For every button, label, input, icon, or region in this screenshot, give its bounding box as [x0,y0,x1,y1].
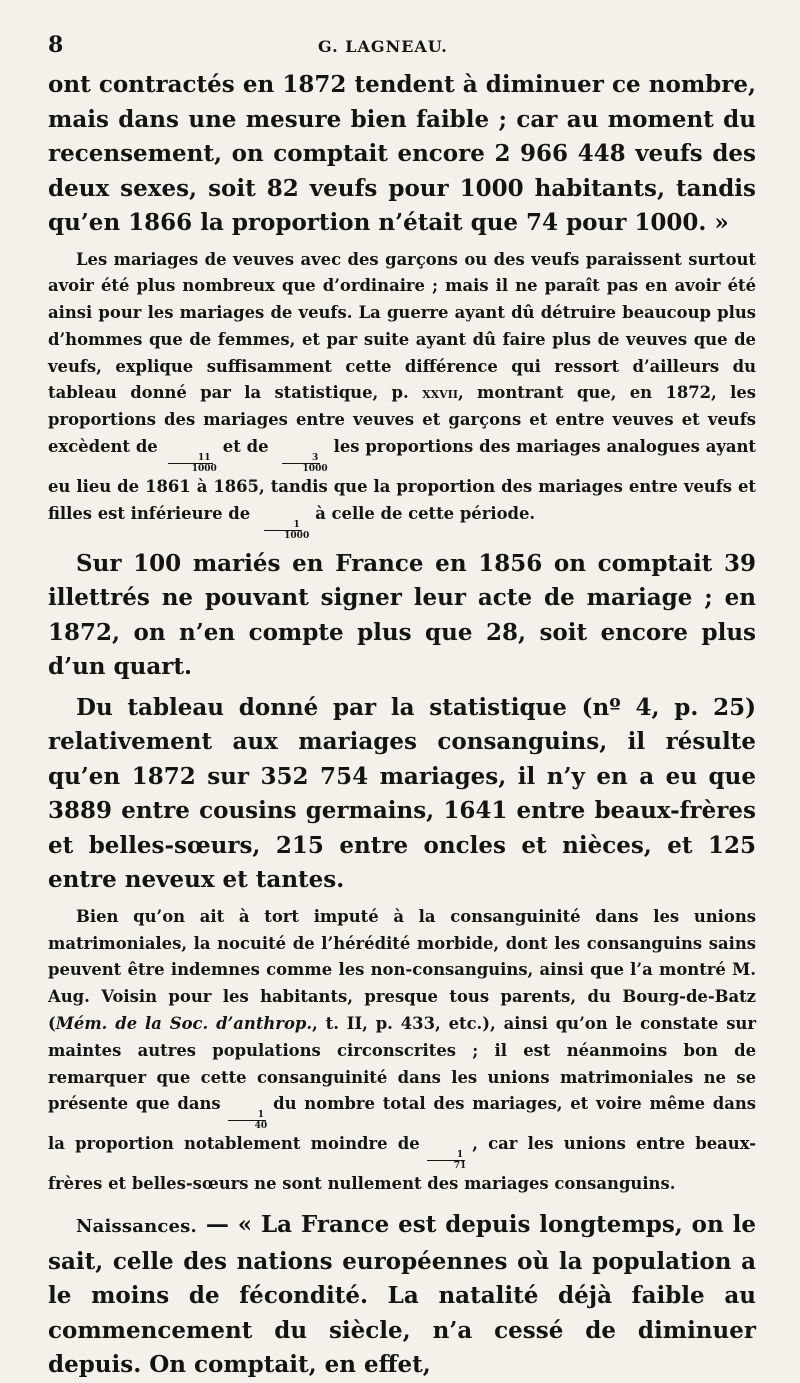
fraction-1-40: $\frac{1}{40}$ [226,1111,269,1131]
running-header [48,32,756,68]
paragraph-widowers: ont contractés en 1872 tendent à diminuer ce nombre, mais dans une mesure bien faible ; car au moment du recensement, on comptait encore 2 966 448 veufs des deux sexes, soit 82 veufs pour 1000 habitants, tandis qu’en 1866 la proportion n’était que 74 pour 1000. » [48,71,756,236]
paragraph-consanguinity-note: Bien qu’on ait à tort imputé à la consanguinité dans les unions matrimoniales, la nocuité de l’hérédité morbide, dont les consanguins sains peuvent être indemnes comme les non-consanguins, ainsi que l’a montré M. Aug. Voisin pour les habitants, presque tous parents, du Bourg-de-Batz (Mém. de la Soc. d’anthrop., t. II, p. 433, etc.), ainsi qu’on le constate sur maintes autres populations circonscrites ; il est néanmoins bon de remarquer que cette consanguinité dans les unions matrimoniales ne se présente que dans $\frac{1}{40}$ du nombre total des mariages, et voire même dans la proportion notablement moindre de $\frac{1}{71}$ , car les unions entre beaux-frères et belles-sœurs ne sont nullement des mariages consanguins. [48,906,757,1194]
paragraph-illiteracy: Sur 100 mariés en France en 1856 on comptait 39 illettrés ne pouvant signer leur acte de mariage ; en 1872, on n’en compte plus que 28, soit encore plus d’un quart. [48,549,756,681]
fraction-1-1000: $\frac{1}{1000}$ [255,521,310,541]
paragraph-births: Naissances. — « La France est depuis longtemps, on le sait, celle des nations européennes où la population a le moins de fécondité. La natalité déjà faible au commencement du siècle, n’a cessé de diminuer depuis. On comptait, en effet, [48,1211,756,1379]
fraction-3-1000: $\frac{3}{1000}$ [274,454,329,474]
page-number: 8 [48,32,64,58]
running-head-author: G. LAGNEAU. [318,37,448,56]
paragraph-consanguine-marriages: Du tableau donné par la statistique (nº 4, p. 25) relativement aux mariages consanguins, il résulte qu’en 1872 sur 352 754 mariages, il n’y en a eu que 3889 entre cousins germains, 1641 entre beaux-frères et belles-sœurs, 215 entre oncles et nièces, et 125 entre neveux et tantes. [48,693,756,894]
roman-page-ref: xxvii [422,383,458,403]
fraction-1-71: $\frac{1}{71}$ [425,1151,468,1171]
journal-title: Mém. de la Soc. d’anthrop. [55,1014,313,1034]
fraction-11-1000: $\frac{11}{1000}$ [163,454,218,474]
paragraph-widow-marriages: Les mariages de veuves avec des garçons ou des veufs paraissent surtout avoir été plus nombreux que d’ordinaire ; mais il ne paraît pas en avoir été ainsi pour les mariages de veufs. La guerre ayant dû détruire beaucoup plus d’hommes que de femmes, et par suite ayant dû faire plus de veuves que de veufs, explique suffisamment cette différence qui ressort d’ailleurs du tableau donné par la statistique, p. xxvii, montrant que, en 1872, les proportions des mariages entre veuves et garçons et entre veuves et veufs excèdent de $\frac{11}{1000}$ et de $\frac{3}{1000}$ les proportions des mariages analogues ayant eu lieu de 1861 à 1865, tandis que la proportion des mariages entre veufs et filles est inférieure de $\frac{1}{1000}$ à celle de cette période. [48,249,756,541]
section-heading-naissances: Naissances. [76,1216,197,1238]
